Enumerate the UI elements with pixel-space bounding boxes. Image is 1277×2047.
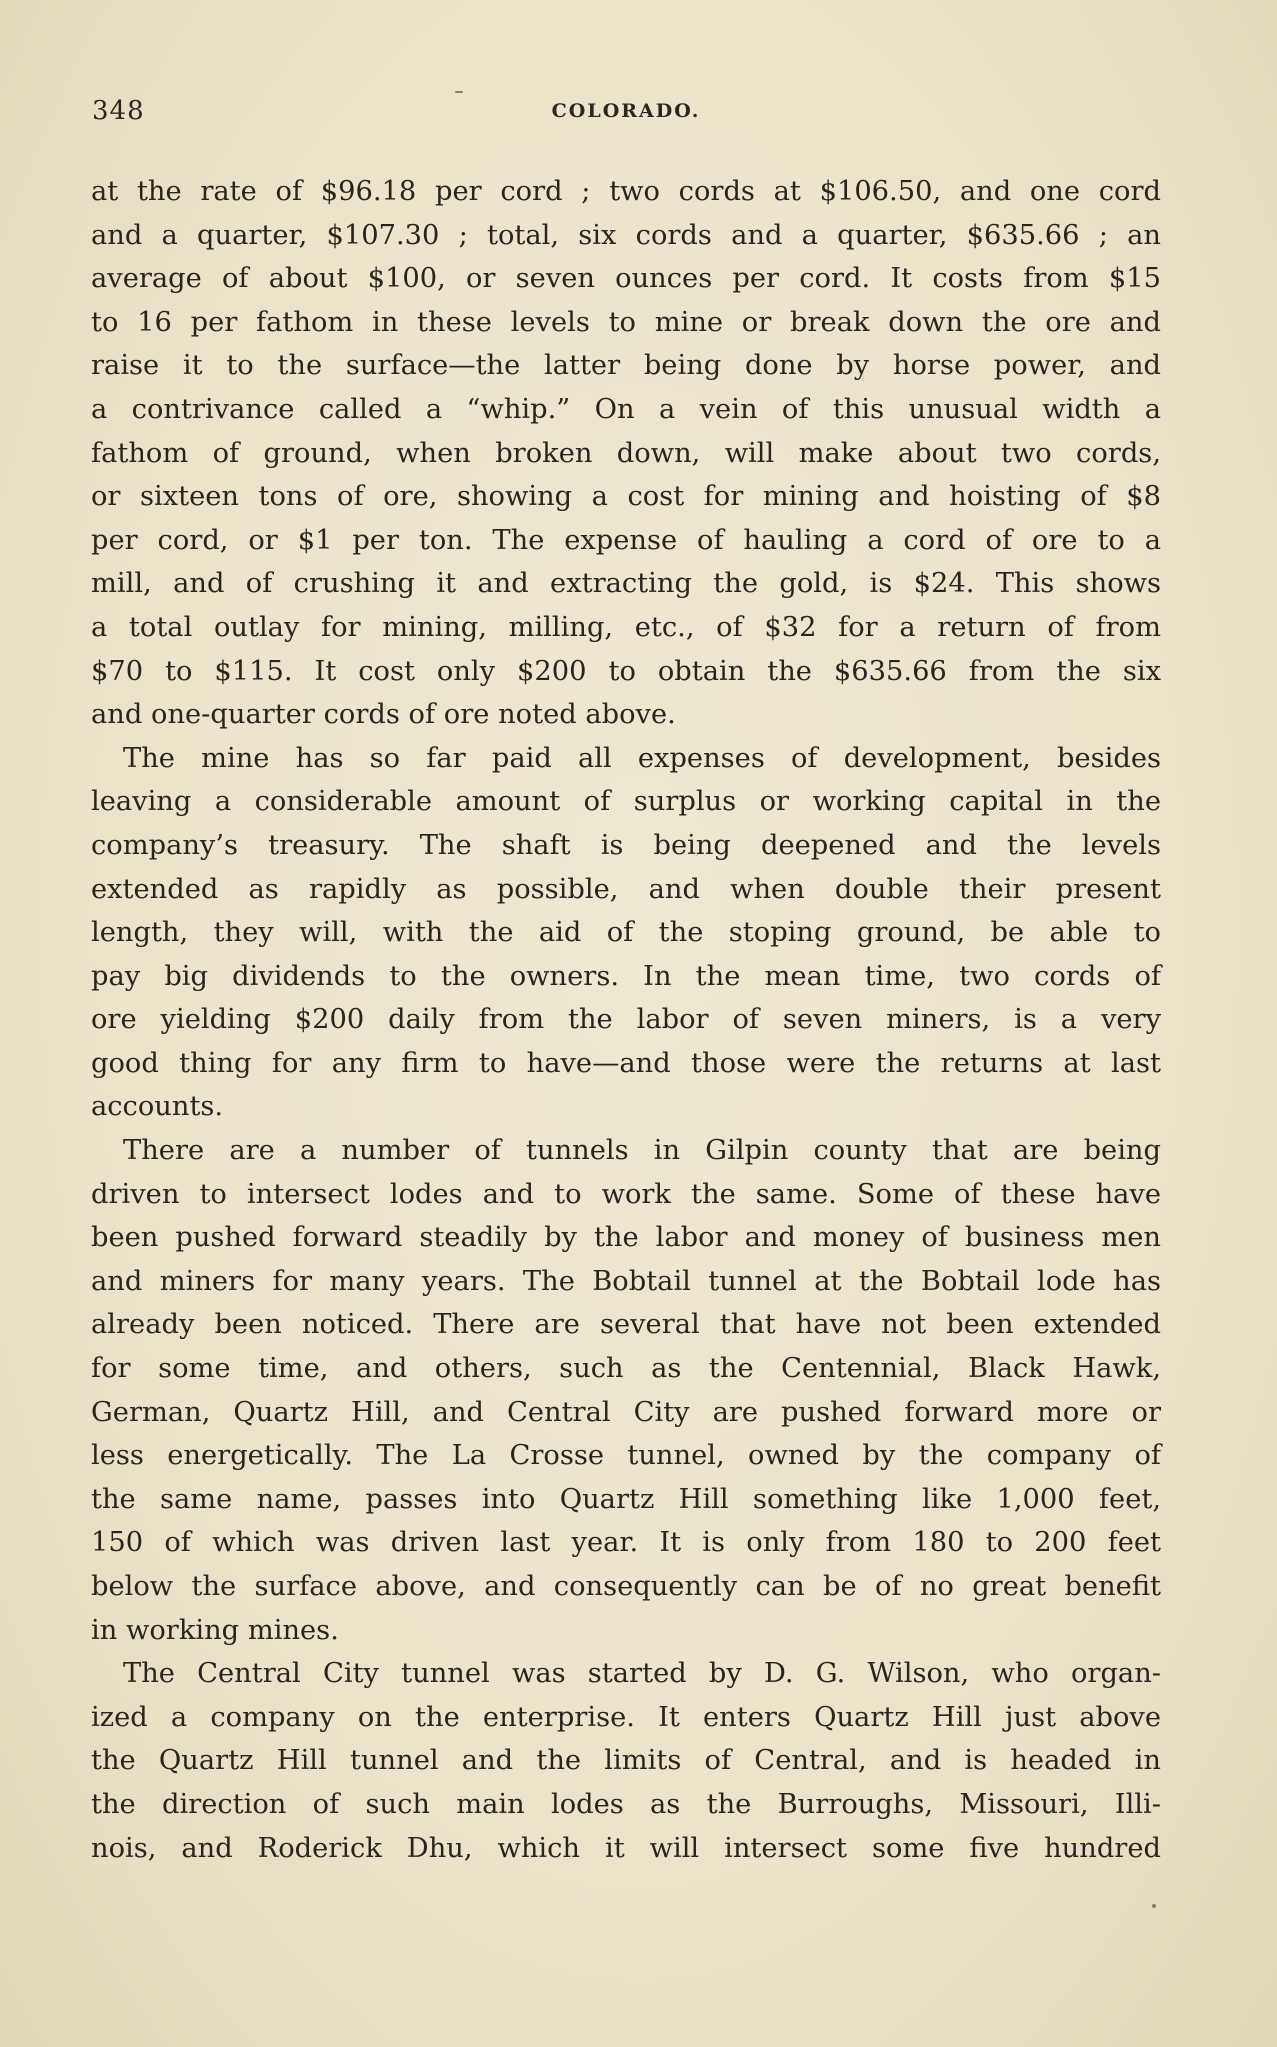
- text-line: ized a company on the enterprise. It enters Quartz Hill just above: [91, 1701, 1161, 1733]
- text-line: ore yielding $200 daily from the labor of seven miners, is a very: [91, 1004, 1161, 1036]
- text-line: raise it to the surface—the latter being done by horse power, and: [91, 350, 1161, 382]
- text-line: less energetically. The La Crosse tunnel, owned by the company of: [91, 1440, 1161, 1472]
- text-line: the Quartz Hill tunnel and the limits of Central, and is headed in: [91, 1745, 1161, 1777]
- text-line: extended as rapidly as possible, and when double their present: [91, 873, 1161, 905]
- body-text: [91, 170, 1161, 1870]
- running-head: COLORADO.: [551, 100, 701, 122]
- text-line: length, they will, with the aid of the stoping ground, be able to: [91, 917, 1161, 949]
- text-line: pay big dividends to the owners. In the mean time, two cords of: [91, 960, 1161, 992]
- text-line: fathom of ground, when broken down, will make about two cords,: [91, 437, 1161, 469]
- text-line: mill, and of crushing it and extracting the gold, is $24. This shows: [91, 568, 1161, 600]
- text-line: below the surface above, and consequently can be of no great benefit: [91, 1571, 1161, 1602]
- text-line: been pushed forward steadily by the labor and money of business men: [91, 1222, 1161, 1254]
- paragraph-first-line: There are a number of tunnels in Gilpin county that are being: [123, 1135, 1161, 1167]
- text-line: a contrivance called a “whip.” On a vein of this unusual width a: [91, 393, 1161, 425]
- text-line: 150 of which was driven last year. It is only from 180 to 200 feet: [91, 1527, 1161, 1559]
- text-line: per cord, or $1 per ton. The expense of hauling a cord of ore to a: [91, 524, 1161, 556]
- page-number: 348: [92, 96, 145, 126]
- text-line: to 16 per fathom in these levels to mine or break down the ore and: [91, 306, 1161, 338]
- text-line: the direction of such main lodes as the Burroughs, Missouri, Illi-: [91, 1788, 1161, 1820]
- text-line: or sixteen tons of ore, showing a cost for mining and hoisting of $8: [91, 481, 1161, 513]
- page-header: [92, 96, 1160, 136]
- text-line: already been noticed. There are several that have not been extended: [91, 1309, 1161, 1341]
- text-line: and a quarter, $107.30 ; total, six cords and a quarter, $635.66 ; an: [91, 219, 1161, 251]
- text-line: driven to intersect lodes and to work the same. Some of these have: [91, 1178, 1161, 1210]
- text-line: a total outlay for mining, milling, etc., of $32 for a return of from: [91, 611, 1161, 643]
- text-line: leaving a considerable amount of surplus or working capital in the: [91, 786, 1161, 818]
- text-line: good thing for any firm to have—and those were the returns at last: [91, 1047, 1161, 1079]
- text-line: average of about $100, or seven ounces per cord. It costs from $15: [91, 263, 1161, 295]
- text-line: and miners for many years. The Bobtail tunnel at the Bobtail lode has: [91, 1265, 1161, 1297]
- text-line: for some time, and others, such as the Centennial, Black Hawk,: [91, 1353, 1161, 1385]
- text-line: the same name, passes into Quartz Hill something like 1,000 feet,: [91, 1483, 1161, 1515]
- text-line: $70 to $115. It cost only $200 to obtain the $635.66 from the six: [91, 655, 1161, 687]
- printing-speck: [455, 91, 463, 93]
- text-line: company’s treasury. The shaft is being deepened and the levels: [91, 829, 1161, 861]
- printing-speck: [1152, 1904, 1156, 1908]
- paragraph-last-line: in working mines.: [91, 1614, 339, 1646]
- paragraph-first-line: The Central City tunnel was started by D. G. Wilson, who organ-: [123, 1658, 1161, 1690]
- paragraph-last-line: and one-quarter cords of ore noted above.: [91, 699, 676, 731]
- text-line: nois, and Roderick Dhu, which it will intersect some five hundred: [91, 1832, 1161, 1864]
- paragraph-first-line: The mine has so far paid all expenses of development, besides: [123, 742, 1161, 774]
- text-line: German, Quartz Hill, and Central City are pushed forward more or: [91, 1396, 1161, 1428]
- text-line: at the rate of $96.18 per cord ; two cords at $106.50, and one cord: [91, 176, 1161, 207]
- paragraph-last-line: accounts.: [91, 1091, 224, 1123]
